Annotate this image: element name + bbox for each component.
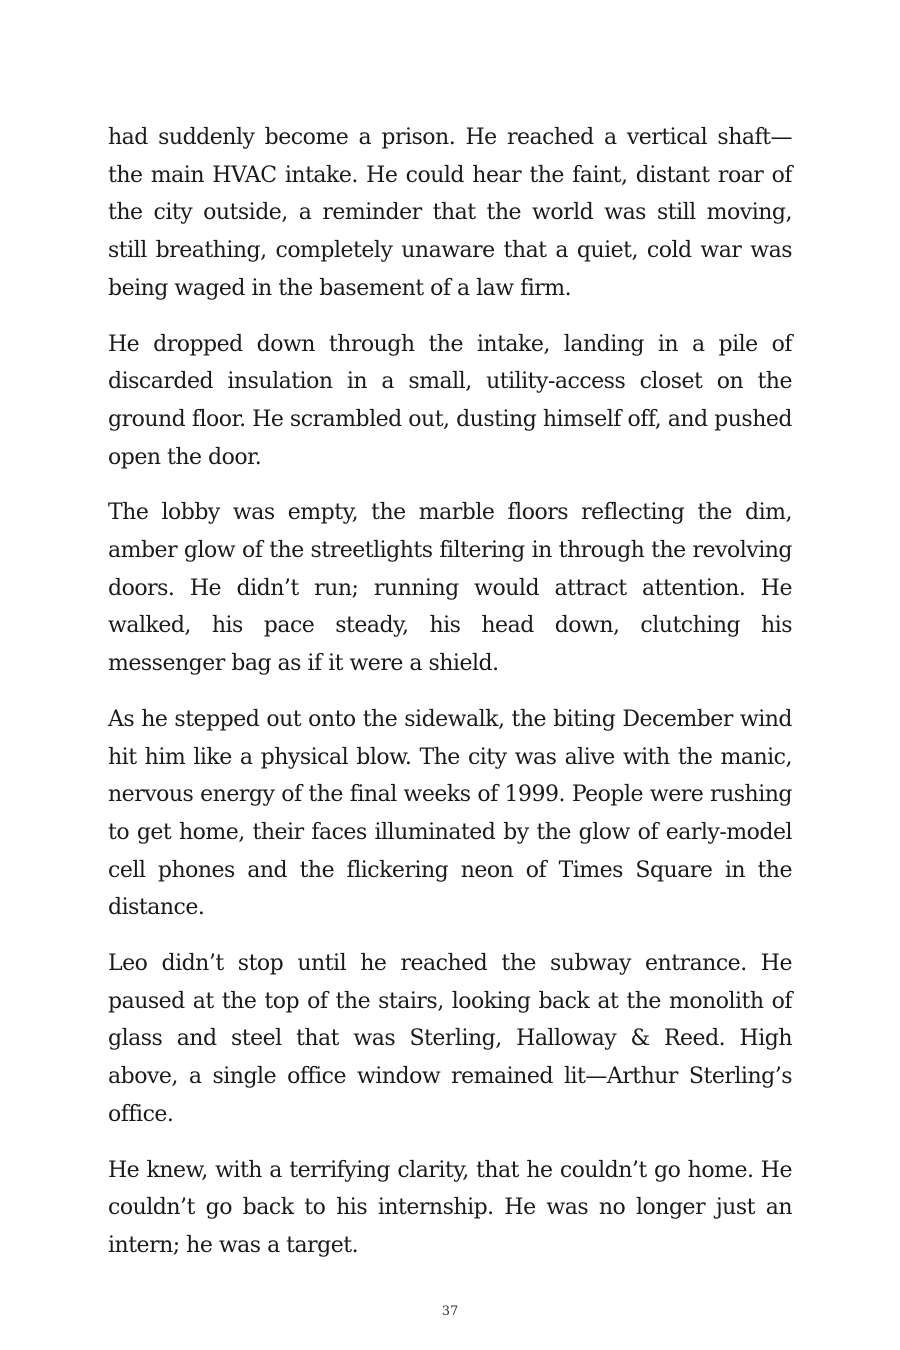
page-number: 37 <box>441 1304 459 1319</box>
paragraph: He dropped down through the intake, landing in a pile of discarded insulation in a small, utility-access closet on the ground floor. He scrambled out, dusting himself off, and pushed open the door. <box>108 331 792 470</box>
paragraph: He knew, with a terrifying clarity, that he couldn’t go home. He couldn’t go back to his internship. He was no longer just an intern; he was a target. <box>108 1157 792 1258</box>
paragraph: Leo didn’t stop until he reached the subway entrance. He paused at the top of the stairs, looking back at the monolith of glass and steel that was Sterling, Halloway & Reed. High above, a single office window remained lit—Arthur Sterling’s office. <box>108 951 792 1127</box>
paragraph: The lobby was empty, the marble floors reflecting the dim, amber glow of the streetlights filtering in through the revolving doors. He didn’t run; running would attract attention. He walked, his pace steady, his head down, clutching his messenger bag as if it were a shield. <box>108 500 792 677</box>
paragraph: As he stepped out onto the sidewalk, the biting December wind hit him like a physical blow. The city was alive with the manic, nervous energy of the final weeks of 1999. People were rushing to get home, their faces illuminated by the glow of early-model cell phones and the flickering neon of Times Square in the distance. <box>108 706 792 921</box>
paragraph: had suddenly become a prison. He reached a vertical shaft—the main HVAC intake. He could hear the faint, distant roar of the city outside, a reminder that the world was still moving, still breathing, completely unaware that a quiet, cold war was being waged in the basement of a law firm. <box>108 125 792 301</box>
page-body <box>108 119 792 1283</box>
